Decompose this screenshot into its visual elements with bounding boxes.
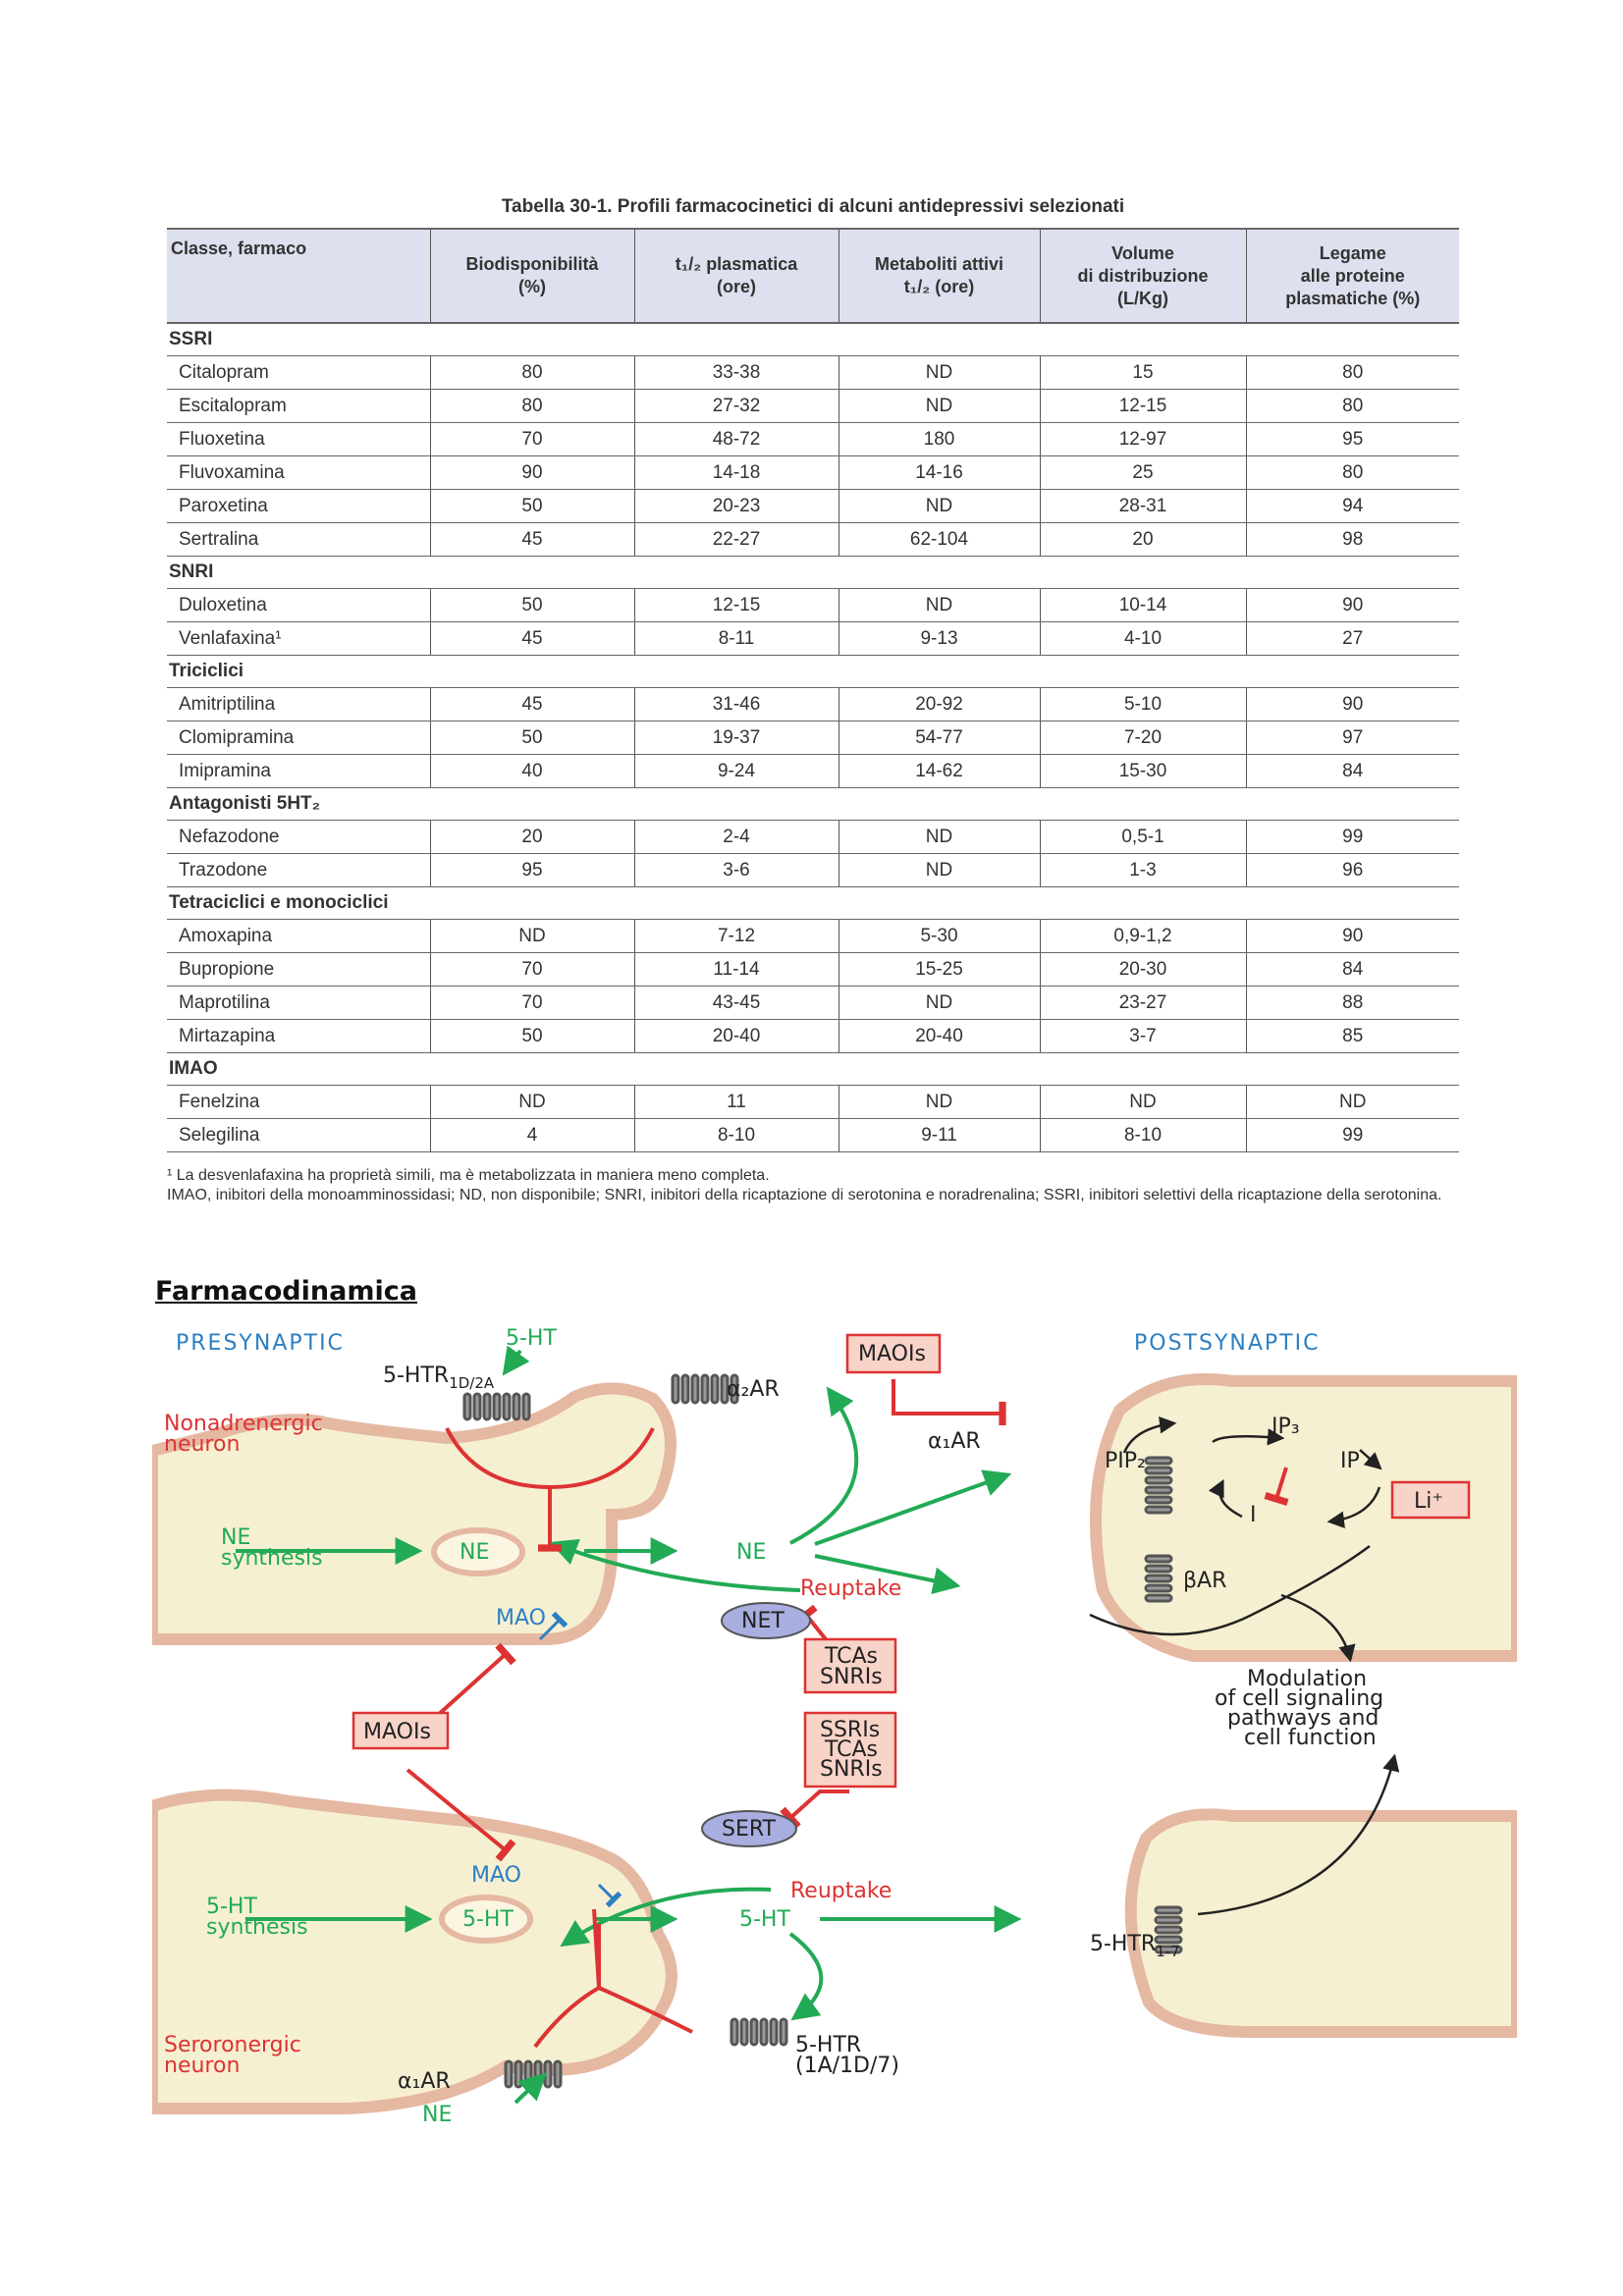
header-line: Volume [1111,242,1174,263]
value-cell: 14-62 [839,755,1040,788]
value-cell: 22-27 [634,523,839,557]
ne-synthesis-label-1: NE [221,1525,251,1550]
value-cell: ND [1246,1086,1459,1119]
value-cell: 8-11 [634,622,839,656]
5htr-1d2a-receptor-icon [464,1394,529,1419]
table-row [167,688,1459,721]
ne-vesicle-label: NE [460,1540,490,1565]
5ht-synaptic-label: 5-HT [739,1907,790,1932]
table-row [167,523,1459,557]
value-cell: 14-18 [634,456,839,490]
table-row [167,356,1459,390]
bar-receptor-icon [1146,1556,1171,1601]
ip-label: IP [1340,1449,1360,1473]
value-cell: 12-97 [1040,423,1246,456]
value-cell: 9-24 [634,755,839,788]
reuptake-bottom-label: Reuptake [790,1879,893,1903]
value-cell: 84 [1246,953,1459,987]
value-cell: 15-25 [839,953,1040,987]
serotonergic-neuron-label-1: Seroronergic [164,2033,301,2057]
value-cell: 62-104 [839,523,1040,557]
table-body [167,323,1459,1152]
value-cell: 45 [430,622,634,656]
ne-synthesis-label-2: synthesis [221,1546,323,1571]
value-cell: ND [839,356,1040,390]
value-cell: ND [839,1086,1040,1119]
header-line: Metaboliti attivi [874,254,1003,274]
table-header-cell [1246,229,1459,323]
value-cell: 20 [1040,523,1246,557]
value-cell: ND [839,854,1040,887]
category-label: Antagonisti 5HT₂ [167,788,1459,821]
value-cell: 20-23 [634,490,839,523]
5ht-vesicle-label: 5-HT [462,1907,514,1932]
value-cell: ND [1040,1086,1246,1119]
value-cell: 98 [1246,523,1459,557]
value-cell: 11 [634,1086,839,1119]
ssris-label: SSRIs [820,1718,881,1742]
modulation-label-4: cell function [1244,1726,1377,1750]
value-cell: 5-10 [1040,688,1246,721]
tcas-label-2: TCAs [825,1737,879,1762]
pharmacokinetics-table [167,228,1459,1152]
sert-label: SERT [722,1817,776,1842]
pharmacokinetics-table-section [167,196,1459,1205]
serotonergic-neuron-label-2: neuron [164,2054,241,2078]
bar-label: βAR [1183,1569,1227,1593]
value-cell: 90 [430,456,634,490]
drug-name-cell: Paroxetina [167,490,430,523]
value-cell: 45 [430,688,634,721]
value-cell: 70 [430,423,634,456]
value-cell: 99 [1246,1119,1459,1152]
table-row [167,755,1459,788]
modulation-label-2: of cell signaling [1215,1686,1384,1711]
category-label: Triciclici [167,656,1459,688]
table-row [167,920,1459,953]
net-label: NET [741,1609,784,1633]
footnote-line: ¹ La desvenlafaxina ha proprietà simili, ma è metabolizzata in maniera meno completa. [167,1167,770,1184]
value-cell: 10-14 [1040,589,1246,622]
table-row [167,1020,1459,1053]
category-label: Tetraciclici e monociclici [167,887,1459,920]
value-cell: 9-13 [839,622,1040,656]
i-label: I [1250,1503,1257,1527]
category-row [167,887,1459,920]
category-row [167,557,1459,589]
value-cell: 94 [1246,490,1459,523]
header-line: (%) [518,277,546,296]
table-row [167,821,1459,854]
table-row [167,423,1459,456]
drug-name-cell: Venlafaxina¹ [167,622,430,656]
table-row [167,854,1459,887]
footnote-line: IMAO, inibitori della monoamminossidasi; ND, non disponibile; SNRI, inibitori della ricaptazione di serotonina e noradrenalina; SSRI, inibitori selettivi della ricaptazione della serotonina. [167,1187,1442,1203]
header-line: plasmatiche (%) [1285,288,1421,308]
value-cell: 14-16 [839,456,1040,490]
header-line: Classe, farmaco [171,239,307,258]
value-cell: ND [839,490,1040,523]
5htr-auto-label-1: 5-HTR [795,2033,862,2057]
maois-left-label: MAOIs [363,1720,431,1744]
header-line: alle proteine [1300,265,1405,286]
tcas-label: TCAs [825,1644,879,1669]
drug-name-cell: Sertralina [167,523,430,557]
table-row [167,953,1459,987]
value-cell: 50 [430,1020,634,1053]
table-header-cell [430,229,634,323]
value-cell: ND [839,821,1040,854]
value-cell: 12-15 [1040,390,1246,423]
drug-name-cell: Fluvoxamina [167,456,430,490]
5htr-post-label: $5-HTR_{1-7}$ [1090,1932,1180,1960]
snris-label: SNRIs [820,1665,883,1689]
header-line: Biodisponibilità [465,254,599,274]
a2ar-label: α₂AR [727,1377,780,1402]
value-cell: 70 [430,953,634,987]
5ht-synthesis-label-1: 5-HT [206,1895,257,1919]
table-header-row [167,229,1459,323]
li-label: Li⁺ [1414,1489,1443,1514]
table-row [167,622,1459,656]
value-cell: 95 [430,854,634,887]
5htr-auto-label-2: (1A/1D/7) [795,2054,899,2078]
value-cell: 90 [1246,688,1459,721]
value-cell: ND [839,589,1040,622]
value-cell: 80 [1246,390,1459,423]
value-cell: ND [839,390,1040,423]
value-cell: 23-27 [1040,987,1246,1020]
ne-synaptic-label: NE [736,1540,767,1565]
value-cell: 48-72 [634,423,839,456]
drug-name-cell: Bupropione [167,953,430,987]
category-label: SNRI [167,557,1459,589]
value-cell: 97 [1246,721,1459,755]
value-cell: 4 [430,1119,634,1152]
value-cell: 95 [1246,423,1459,456]
section-title: Farmacodinamica [155,1276,417,1307]
postsynaptic-lower-shape [1131,1814,1517,2032]
value-cell: 15 [1040,356,1246,390]
value-cell: ND [430,920,634,953]
5ht-synthesis-label-2: synthesis [206,1915,308,1940]
snris-label-2: SNRIs [820,1757,883,1782]
value-cell: ND [839,987,1040,1020]
header-line: Legame [1319,242,1386,263]
value-cell: 50 [430,490,634,523]
value-cell: 5-30 [839,920,1040,953]
drug-name-cell: Duloxetina [167,589,430,622]
ne-bottom-label: NE [422,2103,453,2127]
value-cell: 2-4 [634,821,839,854]
value-cell: 40 [430,755,634,788]
value-cell: 0,9-1,2 [1040,920,1246,953]
value-cell: 20-40 [634,1020,839,1053]
pip2-label: PIP₂ [1105,1449,1146,1473]
5htr-1d2a-label: $5-HTR_{1D/2A}$ [383,1363,495,1392]
drug-name-cell: Citalopram [167,356,430,390]
value-cell: 180 [839,423,1040,456]
drug-name-cell: Amitriptilina [167,688,430,721]
a1ar-pre-label: α₁AR [398,2069,451,2094]
category-row [167,323,1459,356]
drug-name-cell: Clomipramina [167,721,430,755]
postsynaptic-label: POSTSYNAPTIC [1134,1331,1321,1356]
5htr-auto-receptor-icon [731,2019,786,2045]
modulation-label-3: pathways and [1227,1706,1380,1731]
value-cell: 20-30 [1040,953,1246,987]
drug-name-cell: Imipramina [167,755,430,788]
reuptake-top-label: Reuptake [800,1576,902,1601]
header-line: (L/Kg) [1117,288,1168,308]
category-row [167,1053,1459,1086]
mao-bottom-label: MAO [471,1863,521,1888]
table-header-cell [634,229,839,323]
header-line: (ore) [717,277,756,296]
value-cell: 54-77 [839,721,1040,755]
value-cell: 80 [1246,356,1459,390]
category-label: SSRI [167,323,1459,356]
drug-name-cell: Nefazodone [167,821,430,854]
category-row [167,656,1459,688]
value-cell: 0,5-1 [1040,821,1246,854]
table-row [167,490,1459,523]
table-row [167,721,1459,755]
table-title: Tabella 30-1. Profili farmacocinetici di alcuni antidepressivi selezionati [501,196,1125,217]
drug-name-cell: Trazodone [167,854,430,887]
table-row [167,390,1459,423]
value-cell: 80 [430,390,634,423]
value-cell: 84 [1246,755,1459,788]
value-cell: 8-10 [634,1119,839,1152]
value-cell: 12-15 [634,589,839,622]
table-row [167,589,1459,622]
drug-name-cell: Selegilina [167,1119,430,1152]
drug-name-cell: Maprotilina [167,987,430,1020]
nonadrenergic-neuron-label-1: Nonadrenergic [164,1412,323,1436]
modulation-label-1: Modulation [1247,1667,1368,1691]
value-cell: 45 [430,523,634,557]
value-cell: 43-45 [634,987,839,1020]
value-cell: 20-40 [839,1020,1040,1053]
nonadrenergic-neuron-label-2: neuron [164,1432,241,1457]
table-header-cell [839,229,1040,323]
value-cell: ND [430,1086,634,1119]
value-cell: 1-3 [1040,854,1246,887]
header-line: di distribuzione [1077,265,1209,286]
value-cell: 3-7 [1040,1020,1246,1053]
value-cell: 9-11 [839,1119,1040,1152]
value-cell: 70 [430,987,634,1020]
value-cell: 88 [1246,987,1459,1020]
value-cell: 80 [1246,456,1459,490]
a1ar-post-label: α₁AR [928,1429,981,1454]
drug-name-cell: Mirtazapina [167,1020,430,1053]
presynaptic-label: PRESYNAPTIC [176,1331,345,1356]
value-cell: 25 [1040,456,1246,490]
ip3-label: IP₃ [1271,1415,1300,1439]
value-cell: 11-14 [634,953,839,987]
value-cell: 90 [1246,589,1459,622]
value-cell: 50 [430,589,634,622]
table-row [167,987,1459,1020]
value-cell: 90 [1246,920,1459,953]
category-row [167,788,1459,821]
value-cell: 20 [430,821,634,854]
value-cell: 19-37 [634,721,839,755]
value-cell: 27-32 [634,390,839,423]
header-line: t₁/₂ (ore) [903,277,975,296]
table-row [167,456,1459,490]
header-line: t₁/₂ plasmatica [675,254,798,274]
drug-name-cell: Fenelzina [167,1086,430,1119]
value-cell: 31-46 [634,688,839,721]
table-header-cell [167,229,430,323]
drug-name-cell: Fluoxetina [167,423,430,456]
table-row [167,1086,1459,1119]
drug-name-cell: Amoxapina [167,920,430,953]
table-header-cell [1040,229,1246,323]
value-cell: 96 [1246,854,1459,887]
table-footnotes [167,1166,1459,1205]
value-cell: 3-6 [634,854,839,887]
value-cell: 28-31 [1040,490,1246,523]
value-cell: 80 [430,356,634,390]
value-cell: 99 [1246,821,1459,854]
value-cell: 85 [1246,1020,1459,1053]
value-cell: 20-92 [839,688,1040,721]
value-cell: 7-20 [1040,721,1246,755]
value-cell: 50 [430,721,634,755]
value-cell: 27 [1246,622,1459,656]
category-label: IMAO [167,1053,1459,1086]
value-cell: 7-12 [634,920,839,953]
value-cell: 15-30 [1040,755,1246,788]
5ht-top-label: 5-HT [506,1326,557,1351]
table-row [167,1119,1459,1152]
maois-top-label: MAOIs [858,1342,926,1366]
value-cell: 4-10 [1040,622,1246,656]
value-cell: 33-38 [634,356,839,390]
value-cell: 8-10 [1040,1119,1246,1152]
drug-name-cell: Escitalopram [167,390,430,423]
mao-top-label: MAO [496,1606,546,1630]
pharmacodynamics-diagram [152,1320,1517,2135]
